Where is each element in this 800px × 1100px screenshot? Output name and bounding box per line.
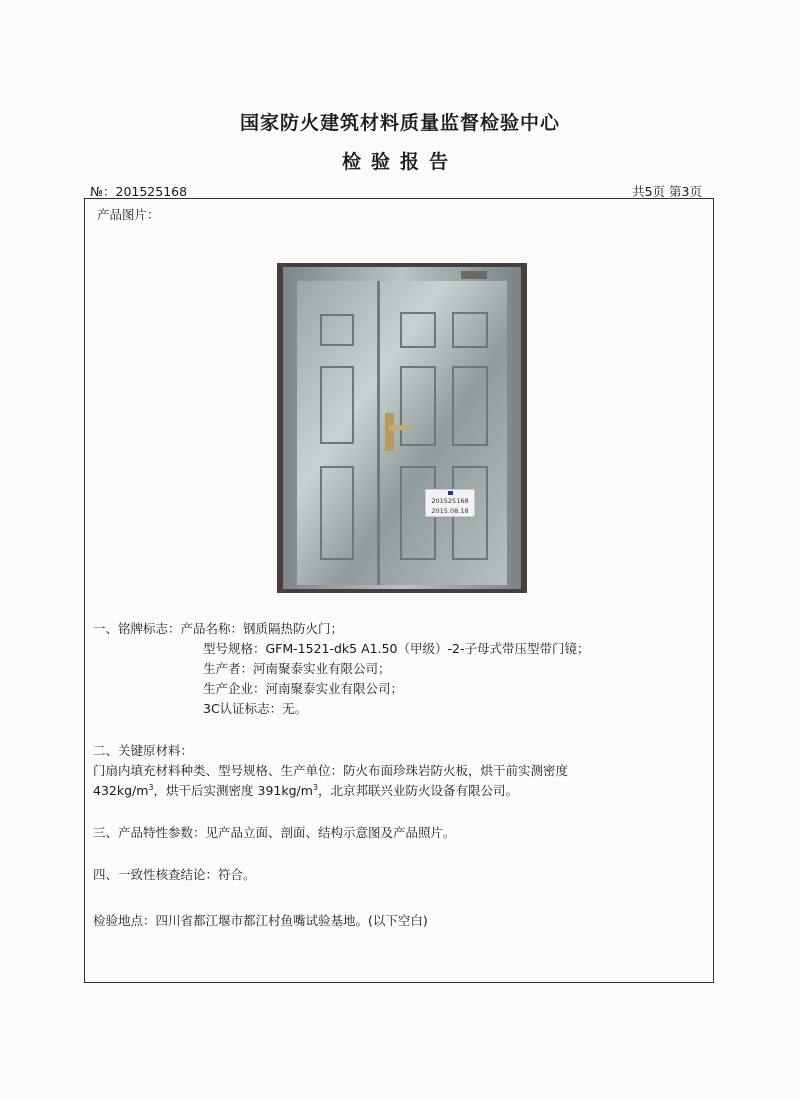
report-frame [84,198,714,983]
manufacturer: 生产企业：河南聚泰实业有限公司； [203,681,404,696]
photo-label: 产品图片： [97,207,160,222]
superscript-3: 3 [148,782,154,792]
sticker-date: 2015.08.18 [431,507,469,515]
nameplate-heading: 一、铭牌标志： [93,621,181,636]
center-title: 国家防火建筑材料质量监督检验中心 [239,112,560,134]
materials-line1: 门扇内填充材料种类、型号规格、生产单位：防火布面珍珠岩防火板，烘干前实测密度 [93,763,569,778]
density-after: ，烘干后实测密度 391kg/m [153,783,313,798]
cert-mark: 3C认证标志：无。 [203,701,308,716]
sticker-number: 201525168 [431,497,469,505]
product-photo [277,263,527,593]
superscript-3b: 3 [312,782,319,792]
materials-line2 [93,781,707,801]
supplier: ，北京邦联兴业防火设备有限公司。 [318,783,519,798]
section-nameplate [93,619,707,639]
consistency-conclusion: 四、一致性核查结论：符合。 [93,867,256,882]
report-number: №：201525168 [90,184,188,199]
page-count: 共5页 第3页 [632,184,702,199]
model-spec: 型号规格：GFM-1521-dk5 A1.50（甲级）-2-子母式带压型带门镜； [203,641,590,656]
density-before: 432kg/m [93,783,149,798]
producer: 生产者：河南聚泰实业有限公司； [203,661,391,676]
test-location: 检验地点：四川省都江堰市都江村鱼嘴试验基地。(以下空白) [93,913,428,928]
materials-heading: 二、关键原材料： [93,743,194,758]
characteristics: 三、产品特性参数：见产品立面、剖面、结构示意图及产品照片。 [93,825,456,840]
product-name: 产品名称：钢质隔热防火门； [180,621,344,636]
report-title: 检验报告 [341,151,458,173]
report-content [93,619,707,931]
edge-stain [780,610,792,670]
